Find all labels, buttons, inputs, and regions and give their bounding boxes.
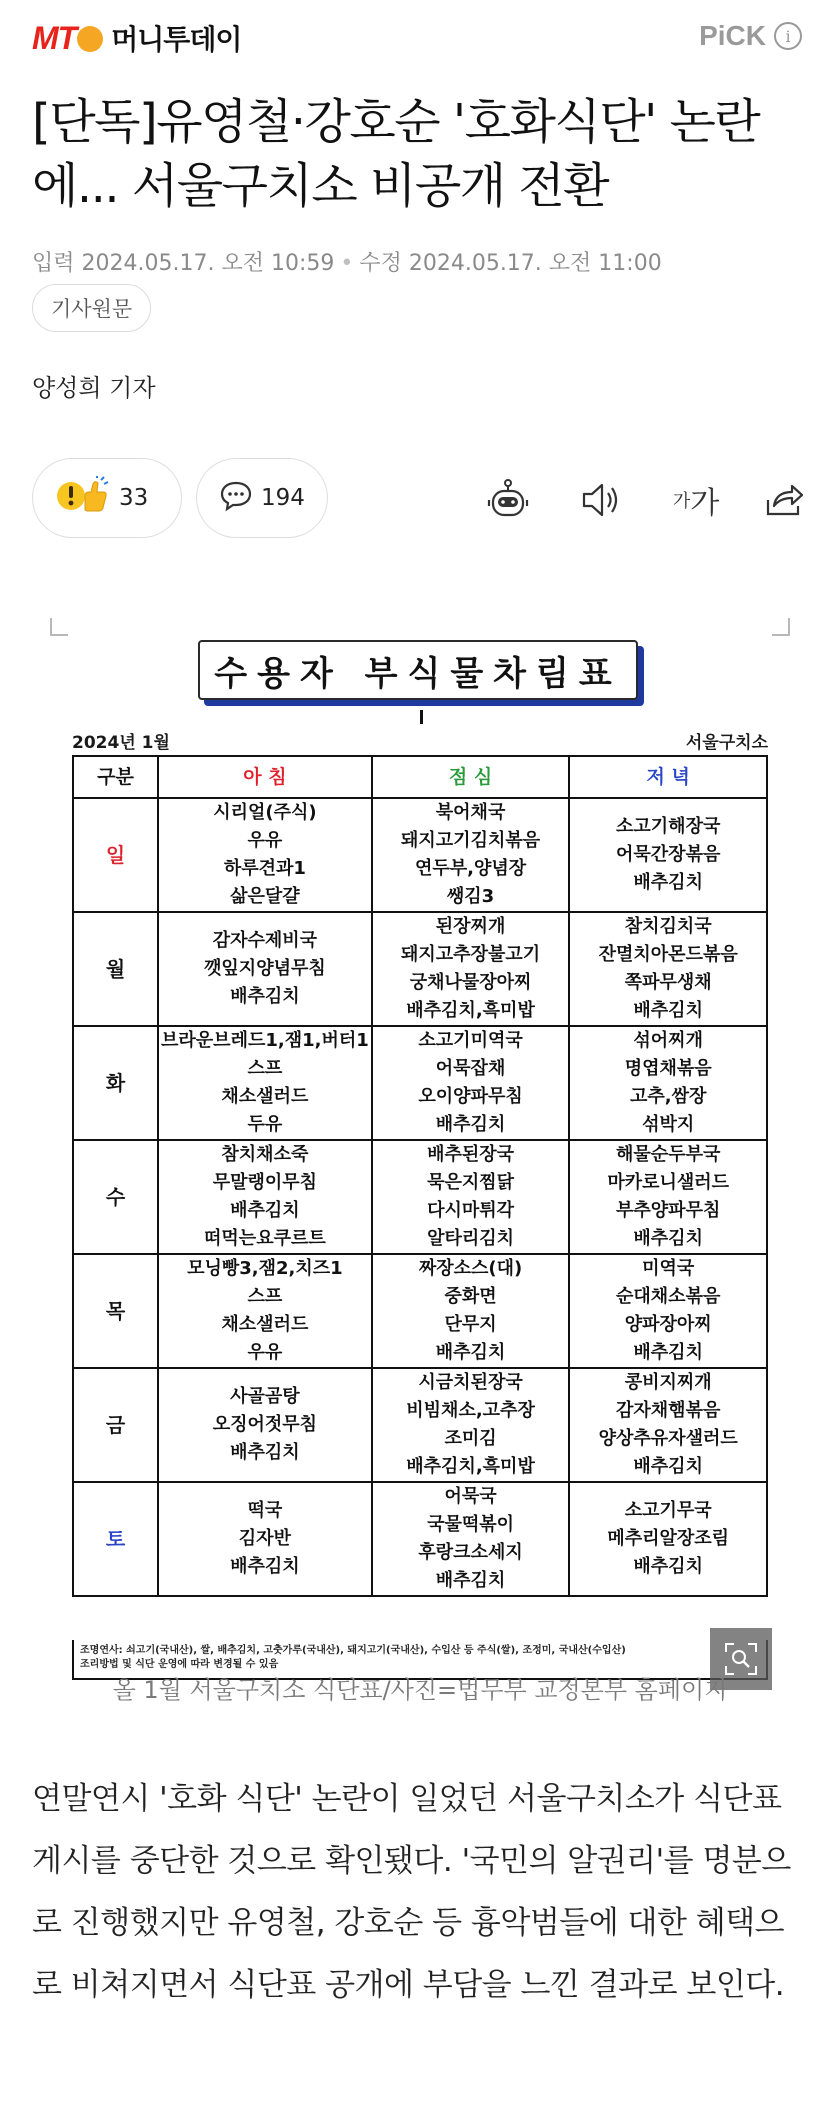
menu-item: 배추김치	[633, 1342, 703, 1363]
day-cell: 수	[73, 1140, 158, 1254]
menu-item: 스프	[247, 1286, 283, 1307]
press-logo[interactable]	[32, 18, 241, 58]
menu-item: 묵은지찜닭	[427, 1172, 515, 1193]
reaction-button[interactable]	[32, 458, 182, 538]
menu-item: 잔멸치아몬드볶음	[598, 944, 738, 965]
day-cell: 월	[73, 912, 158, 1026]
menu-item: 섞박지	[642, 1114, 695, 1135]
logo-mark: MT	[32, 19, 77, 56]
day-cell: 목	[73, 1254, 158, 1368]
menu-tick-mark	[420, 710, 423, 724]
menu-item: 김자반	[238, 1528, 291, 1549]
comment-icon	[219, 480, 253, 516]
menu-item: 참치김치국	[624, 916, 712, 937]
menu-item: 배추김치,흑미밥	[406, 1000, 535, 1021]
menu-item: 후랑크소세지	[418, 1542, 523, 1563]
menu-item: 짜장소스(대)	[418, 1258, 523, 1279]
article-title: [단독]유영철·강호순 '호화식단' 논란에... 서울구치소 비공개 전환	[32, 94, 760, 214]
edit-date: 수정 2024.05.17. 오전 11:00	[359, 251, 662, 276]
menu-item: 북어채국	[435, 802, 506, 823]
share-icon[interactable]	[762, 478, 806, 522]
day-cell: 금	[73, 1368, 158, 1482]
menu-item: 쪽파무생채	[624, 972, 712, 993]
menu-item: 깻잎지양념무침	[204, 958, 326, 979]
menu-footnote-line2: 조리방법 및 식단 운영에 따라 변경될 수 있음	[80, 1659, 279, 1670]
menu-item: 스프	[247, 1058, 283, 1079]
header-category: 구분	[73, 756, 158, 798]
menu-item: 섞어찌개	[633, 1030, 703, 1051]
day-cell: 일	[73, 798, 158, 912]
summary-bot-icon[interactable]	[486, 478, 530, 522]
dinner-cell	[569, 912, 767, 1026]
menu-item: 연두부,양념장	[414, 858, 527, 879]
menu-item: 배추김치	[230, 1556, 300, 1577]
font-size-button[interactable]	[666, 478, 726, 522]
menu-footnote-line1: 조명연사: 쇠고기(국내산), 쌀, 배추김치, 고춧가루(국내산), 돼지고기(국내산), 수입산 등 주식(쌀), 조정미, 국내산(수입산)	[80, 1645, 626, 1656]
lunch-cell	[372, 798, 570, 912]
menu-item: 배추김치,흑미밥	[406, 1456, 535, 1477]
table-row	[73, 912, 767, 1026]
photo-caption: 올 1월 서울구치소 식단표/사진=법무부 교정본부 홈페이지	[112, 1676, 728, 1704]
menu-item: 어묵간장볶음	[616, 844, 721, 865]
menu-item: 감자채햄볶음	[616, 1400, 721, 1421]
menu-item: 떡국	[247, 1500, 283, 1521]
menu-item: 배추김치	[435, 1342, 506, 1363]
menu-item: 궁채나물장아찌	[409, 972, 532, 993]
menu-item: 고추,쌈장	[629, 1086, 707, 1107]
reporter-name[interactable]: 양성희 기자	[32, 374, 156, 402]
photo-corner-top-left	[50, 618, 68, 636]
menu-item: 쌩김3	[446, 886, 495, 907]
menu-item: 사골곰탕	[230, 1386, 300, 1407]
table-row	[73, 798, 767, 912]
breakfast-cell	[158, 912, 372, 1026]
menu-title: 수용자 부식물차림표	[198, 640, 638, 700]
menu-item: 두유	[247, 1114, 283, 1135]
menu-item: 돼지고추장불고기	[401, 944, 541, 965]
article-body: 연말연시 '호화 식단' 논란이 일었던 서울구치소가 식단표 게시를 중단한 것으로 확인됐다. '국민의 알권리'를 명분으로 진행했지만 유영철, 강호순 등 흉악범들에 대한 혜택으로 비쳐지면서 식단표 공개에 부담을 느낀 결과로 보인다.	[32, 1781, 791, 2003]
photo-corner-top-right	[772, 618, 790, 636]
menu-item: 해물순두부국	[616, 1144, 721, 1165]
menu-item: 마카로니샐러드	[607, 1172, 730, 1193]
lunch-cell	[372, 1368, 570, 1482]
breakfast-cell	[158, 1254, 372, 1368]
header-dinner: 저 녁	[569, 756, 767, 798]
dinner-cell	[569, 1254, 767, 1368]
menu-item: 배추김치	[633, 1456, 703, 1477]
menu-item: 브라운브레드1,잼1,버터1	[161, 1030, 369, 1051]
menu-item: 배추김치	[230, 986, 300, 1007]
breakfast-cell	[158, 1140, 372, 1254]
breakfast-cell	[158, 798, 372, 912]
breakfast-cell	[158, 1368, 372, 1482]
reaction-emoji-icon	[55, 476, 111, 520]
table-row	[73, 1482, 767, 1596]
menu-item: 양파장아찌	[624, 1314, 712, 1335]
menu-item: 다시마튀각	[427, 1200, 515, 1221]
menu-item: 어묵잡채	[435, 1058, 506, 1079]
menu-item: 오징어젓무침	[212, 1414, 318, 1435]
font-size-big-glyph: 가	[690, 486, 720, 521]
menu-item: 중화면	[444, 1286, 497, 1307]
menu-item: 양상추유자샐러드	[598, 1428, 738, 1449]
lunch-cell	[372, 1140, 570, 1254]
meal-table-body	[73, 798, 767, 1596]
menu-item: 된장찌개	[435, 916, 506, 937]
menu-item: 배추김치	[230, 1200, 300, 1221]
reaction-count: 33	[119, 485, 149, 511]
menu-item: 시리얼(주식)	[213, 802, 317, 823]
meal-table	[72, 755, 768, 1597]
pick-label: PiCK	[699, 20, 766, 51]
pick-badge[interactable]	[699, 20, 802, 52]
lunch-cell	[372, 1482, 570, 1596]
menu-item: 배추김치	[633, 1228, 703, 1249]
lunch-cell	[372, 912, 570, 1026]
logo-o-circle	[77, 26, 103, 52]
menu-item: 조미김	[444, 1428, 497, 1449]
lunch-cell	[372, 1026, 570, 1140]
menu-item: 배추된장국	[427, 1144, 515, 1165]
table-row	[73, 1254, 767, 1368]
menu-item: 우유	[247, 830, 283, 851]
menu-organization: 서울구치소	[685, 733, 768, 753]
menu-item: 어묵국	[444, 1486, 497, 1507]
menu-item: 배추김치	[435, 1114, 506, 1135]
menu-item: 콩비지찌개	[624, 1372, 712, 1393]
dinner-cell	[569, 1140, 767, 1254]
menu-item: 삶은달걀	[230, 886, 300, 907]
article-dates	[32, 246, 662, 277]
comment-count: 194	[261, 485, 305, 511]
breakfast-cell	[158, 1482, 372, 1596]
logo-name: 머니투데이	[111, 23, 242, 56]
lunch-cell	[372, 1254, 570, 1368]
menu-item: 배추김치	[435, 1570, 506, 1591]
menu-item: 우유	[247, 1342, 283, 1363]
menu-item: 순대채소볶음	[616, 1286, 721, 1307]
menu-item: 부추양파무침	[616, 1200, 721, 1221]
menu-item: 감자수제비국	[212, 930, 318, 951]
day-cell: 화	[73, 1026, 158, 1140]
menu-item: 시금치된장국	[418, 1372, 523, 1393]
menu-item: 미역국	[642, 1258, 695, 1279]
menu-item: 떠먹는요쿠르트	[204, 1228, 326, 1249]
day-cell: 토	[73, 1482, 158, 1596]
menu-item: 소고기미역국	[418, 1030, 523, 1051]
menu-item: 메추리알장조림	[607, 1528, 730, 1549]
font-size-small-glyph: 가	[672, 491, 691, 512]
menu-item: 채소샐러드	[221, 1086, 309, 1107]
menu-item: 명엽채볶음	[624, 1058, 712, 1079]
menu-item: 하루견과1	[223, 858, 306, 879]
menu-item: 돼지고기김치볶음	[401, 830, 541, 851]
menu-item: 배추김치	[230, 1442, 300, 1463]
menu-date: 2024년 1월	[72, 733, 170, 753]
menu-item: 배추김치	[633, 872, 703, 893]
speaker-icon[interactable]	[578, 478, 622, 522]
menu-item: 소고기해장국	[616, 816, 721, 837]
comment-button[interactable]	[196, 458, 328, 538]
dinner-cell	[569, 798, 767, 912]
header-lunch: 점 심	[372, 756, 570, 798]
original-article-button[interactable]: 기사원문	[32, 284, 151, 332]
table-row	[73, 1140, 767, 1254]
breakfast-cell	[158, 1026, 372, 1140]
table-row	[73, 1368, 767, 1482]
meal-table-header-row	[73, 756, 767, 798]
menu-item: 단무지	[444, 1314, 497, 1335]
article-photo[interactable]	[50, 618, 790, 1670]
dinner-cell	[569, 1368, 767, 1482]
menu-item: 소고기무국	[624, 1500, 712, 1521]
dinner-cell	[569, 1026, 767, 1140]
menu-item: 무말랭이무침	[212, 1172, 318, 1193]
menu-item: 비빔채소,고추장	[406, 1400, 535, 1421]
top-header	[0, 0, 840, 72]
table-row	[73, 1026, 767, 1140]
menu-item: 참치채소죽	[221, 1144, 309, 1165]
dinner-cell	[569, 1482, 767, 1596]
header-breakfast: 아 침	[158, 756, 372, 798]
menu-item: 채소샐러드	[221, 1314, 309, 1335]
menu-item: 오이양파무침	[418, 1086, 523, 1107]
action-bar	[32, 458, 808, 538]
menu-item: 배추김치	[633, 1000, 703, 1021]
date-separator: •	[340, 251, 354, 276]
menu-item: 배추김치	[633, 1556, 703, 1577]
input-date: 입력 2024.05.17. 오전 10:59	[32, 251, 335, 276]
menu-item: 알타리김치	[427, 1228, 515, 1249]
menu-item: 모닝빵3,잼2,치즈1	[187, 1258, 343, 1279]
info-icon[interactable]: i	[774, 22, 802, 50]
menu-item: 국물떡볶이	[427, 1514, 515, 1535]
